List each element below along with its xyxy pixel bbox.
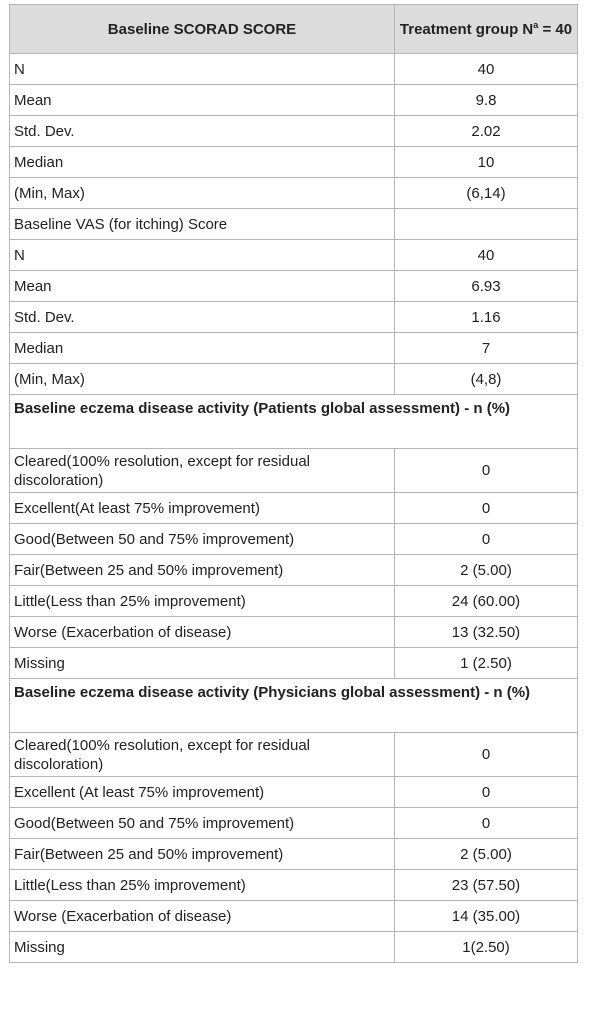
table-row (10, 209, 578, 240)
row-value: 0 (395, 808, 578, 839)
row-value: 0 (395, 493, 578, 524)
row-label: Median (10, 147, 395, 178)
row-value: 14 (35.00) (395, 901, 578, 932)
row-value: 13 (32.50) (395, 617, 578, 648)
header-footnote-marker: a (533, 19, 539, 30)
header-baseline-scorad: Baseline SCORAD SCORE (10, 5, 395, 54)
row-value: (6,14) (395, 178, 578, 209)
table-row (10, 648, 578, 679)
table-row (10, 524, 578, 555)
row-value: 0 (395, 733, 578, 777)
row-value: 2 (5.00) (395, 555, 578, 586)
row-label: Baseline VAS (for itching) Score (10, 209, 395, 240)
row-value: 7 (395, 333, 578, 364)
table-row (10, 54, 578, 85)
row-value: 2 (5.00) (395, 839, 578, 870)
row-label: Excellent(At least 75% improvement) (10, 493, 395, 524)
table-row (10, 240, 578, 271)
row-label: Good(Between 50 and 75% improvement) (10, 524, 395, 555)
table-row (10, 808, 578, 839)
row-value: 40 (395, 240, 578, 271)
row-label: (Min, Max) (10, 364, 395, 395)
table-header-row (10, 5, 578, 54)
table-row (10, 178, 578, 209)
table-row (10, 839, 578, 870)
table-row (10, 617, 578, 648)
row-label: Worse (Exacerbation of disease) (10, 617, 395, 648)
baseline-scores-table (9, 4, 578, 963)
section-title-patients: Baseline eczema disease activity (Patients global assessment) - n (%) (10, 395, 578, 449)
row-label: Fair(Between 25 and 50% improvement) (10, 555, 395, 586)
table-row (10, 932, 578, 963)
table-row (10, 777, 578, 808)
table-row (10, 901, 578, 932)
header-treatment-group (395, 5, 578, 54)
table-row (10, 333, 578, 364)
row-value: 10 (395, 147, 578, 178)
row-label: Fair(Between 25 and 50% improvement) (10, 839, 395, 870)
row-label: N (10, 54, 395, 85)
row-value: 24 (60.00) (395, 586, 578, 617)
row-value: 1.16 (395, 302, 578, 333)
table-row (10, 85, 578, 116)
row-label: Little(Less than 25% improvement) (10, 870, 395, 901)
row-value: 1 (2.50) (395, 648, 578, 679)
table-row (10, 364, 578, 395)
row-label: N (10, 240, 395, 271)
row-value: 6.93 (395, 271, 578, 302)
section-title-physicians: Baseline eczema disease activity (Physicians global assessment) - n (%) (10, 679, 578, 733)
table-row (10, 147, 578, 178)
row-label: Std. Dev. (10, 116, 395, 147)
row-label: (Min, Max) (10, 178, 395, 209)
table-row (10, 555, 578, 586)
header-treatment-group-label: Treatment group N (399, 20, 534, 38)
row-value: (4,8) (395, 364, 578, 395)
header-treatment-group-count: = 40 (538, 20, 573, 38)
table-row (10, 586, 578, 617)
row-value: 23 (57.50) (395, 870, 578, 901)
row-label: Cleared(100% resolution, except for residual discoloration) (10, 449, 395, 493)
table-row (10, 493, 578, 524)
table-row (10, 870, 578, 901)
row-label: Mean (10, 271, 395, 302)
row-label: Excellent (At least 75% improvement) (10, 777, 395, 808)
table-row (10, 449, 578, 493)
row-value: 0 (395, 524, 578, 555)
row-value: 9.8 (395, 85, 578, 116)
row-value: 0 (395, 449, 578, 493)
row-label: Missing (10, 648, 395, 679)
table-row (10, 271, 578, 302)
section-header-physicians (10, 679, 578, 733)
row-label: Missing (10, 932, 395, 963)
table-row (10, 116, 578, 147)
row-value: 2.02 (395, 116, 578, 147)
row-value: 0 (395, 777, 578, 808)
row-label: Std. Dev. (10, 302, 395, 333)
row-label: Mean (10, 85, 395, 116)
row-value: 40 (395, 54, 578, 85)
row-label: Median (10, 333, 395, 364)
row-label: Little(Less than 25% improvement) (10, 586, 395, 617)
row-value: 1(2.50) (395, 932, 578, 963)
section-header-patients (10, 395, 578, 449)
table-row (10, 733, 578, 777)
row-label: Good(Between 50 and 75% improvement) (10, 808, 395, 839)
row-label: Worse (Exacerbation of disease) (10, 901, 395, 932)
row-label: Cleared(100% resolution, except for residual discoloration) (10, 733, 395, 777)
table-row (10, 302, 578, 333)
row-value (395, 209, 578, 240)
